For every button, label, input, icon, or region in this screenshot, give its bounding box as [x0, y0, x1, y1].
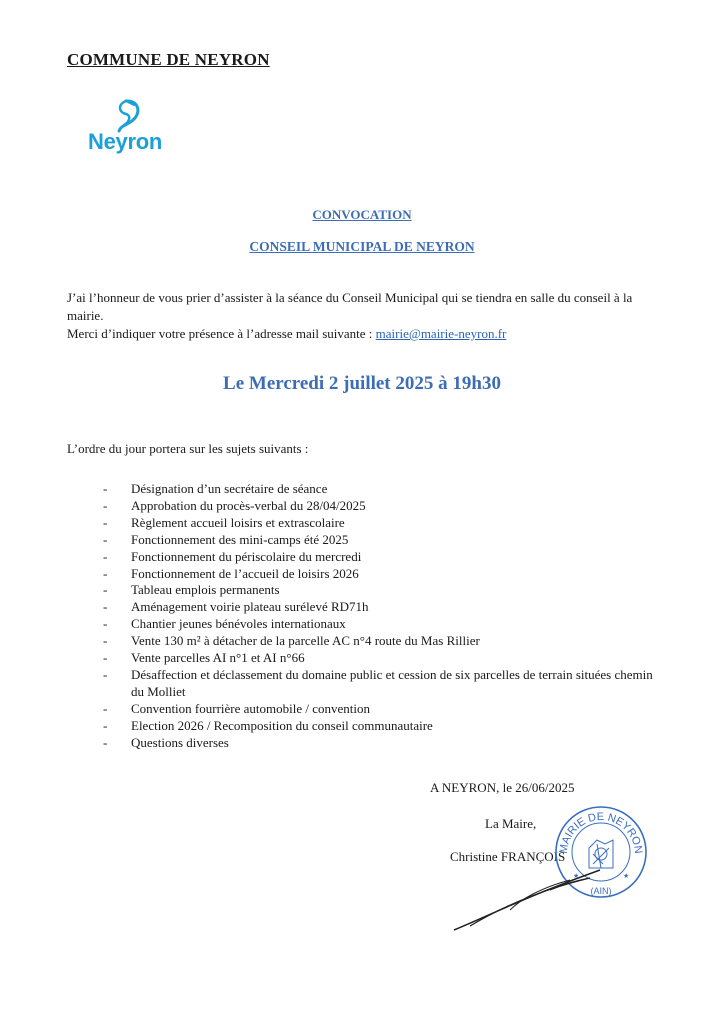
- handwritten-signature: [450, 860, 610, 940]
- neyron-logo: [86, 98, 186, 160]
- agenda-bullet: -: [103, 514, 108, 530]
- meeting-date: Le Mercredi 2 juillet 2025 à 19h30: [223, 373, 501, 394]
- agenda-bullet: -: [103, 633, 108, 649]
- intro-line-2-prefix: Merci d’indiquer votre présence à l’adresse mail suivante :: [67, 326, 376, 341]
- convocation-title: CONVOCATION: [312, 207, 412, 222]
- agenda-bullet: -: [103, 565, 108, 581]
- stamp-star-left: ★: [573, 872, 580, 880]
- agenda-item-text: Approbation du procès-verbal du 28/04/2025: [131, 497, 366, 513]
- agenda-item: [103, 633, 663, 650]
- agenda-item: [103, 701, 663, 718]
- signer-name: Christine FRANÇOIS: [450, 849, 566, 864]
- agenda-item-text: Désaffection et déclassement du domaine public et cession de six parcelles de terrain situées chemin du Molliet: [131, 666, 653, 699]
- agenda-item-text: Vente parcelles AI n°1 et AI n°66: [131, 650, 305, 666]
- agenda-bullet: -: [103, 497, 108, 513]
- agenda-item-text: Fonctionnement du périscolaire du mercredi: [131, 548, 362, 564]
- agenda-bullet: -: [103, 717, 108, 733]
- email-link[interactable]: mairie@mairie-neyron.fr: [375, 326, 507, 341]
- intro-paragraph: [67, 289, 662, 343]
- agenda-item: [103, 616, 663, 633]
- agenda-item: [103, 481, 663, 498]
- agenda-bullet: -: [103, 734, 108, 750]
- agenda-bullet: -: [103, 700, 108, 716]
- agenda-item: [103, 582, 663, 599]
- agenda-item-text: Vente 130 m² à détacher de la parcelle AC n°4 route du Mas Rillier: [131, 633, 480, 649]
- stamp-top-text: MAIRIE DE NEYRON: [557, 810, 645, 855]
- agenda-list: [103, 481, 663, 752]
- agenda-bullet: -: [103, 548, 108, 564]
- place-date: A NEYRON, le 26/06/2025: [430, 780, 575, 795]
- agenda-bullet: -: [103, 582, 108, 598]
- agenda-item: [103, 515, 663, 532]
- agenda-intro: L’ordre du jour portera sur les sujets suivants :: [67, 441, 309, 456]
- signer-role: La Maire,: [485, 816, 537, 831]
- agenda-item: [103, 532, 663, 549]
- agenda-item-text: Aménagement voirie plateau surélevé RD71h: [131, 599, 369, 615]
- commune-header: COMMUNE DE NEYRON: [67, 50, 270, 69]
- agenda-item: [103, 735, 663, 752]
- agenda-bullet: -: [103, 616, 108, 632]
- agenda-item-text: Election 2026 / Recomposition du conseil communautaire: [131, 717, 433, 733]
- agenda-item-text: Tableau emplois permanents: [131, 582, 280, 598]
- agenda-item-text: Fonctionnement de l’accueil de loisirs 2026: [131, 565, 359, 581]
- agenda-bullet: -: [103, 531, 108, 547]
- agenda-bullet: -: [103, 481, 108, 496]
- agenda-item-text: Chantier jeunes bénévoles internationaux: [131, 616, 346, 632]
- agenda-bullet: -: [103, 666, 108, 682]
- agenda-item: [103, 599, 663, 616]
- intro-line-2: [67, 325, 662, 343]
- agenda-item: [103, 549, 663, 566]
- conseil-title: CONSEIL MUNICIPAL DE NEYRON: [249, 239, 475, 254]
- agenda-item-text: Convention fourrière automobile / convention: [131, 700, 370, 716]
- intro-line-1: J’ai l’honneur de vous prier d’assister à la séance du Conseil Municipal qui se tiendra en salle du conseil à la mairie.: [67, 290, 633, 323]
- agenda-item-text: Questions diverses: [131, 734, 229, 750]
- stamp-bottom-text: (AIN): [590, 886, 612, 896]
- agenda-item-text: Désignation d’un secrétaire de séance: [131, 481, 328, 496]
- agenda-item: [103, 566, 663, 583]
- agenda-item: [103, 498, 663, 515]
- agenda-item: [103, 718, 663, 735]
- agenda-item-text: Règlement accueil loisirs et extrascolaire: [131, 514, 345, 530]
- agenda-bullet: -: [103, 599, 108, 615]
- agenda-item: [103, 667, 663, 701]
- agenda-bullet: -: [103, 650, 108, 666]
- agenda-item: [103, 650, 663, 667]
- logo-wordmark: Neyron: [88, 129, 162, 154]
- agenda-item-text: Fonctionnement des mini-camps été 2025: [131, 531, 349, 547]
- stamp-star-right: ★: [623, 872, 630, 880]
